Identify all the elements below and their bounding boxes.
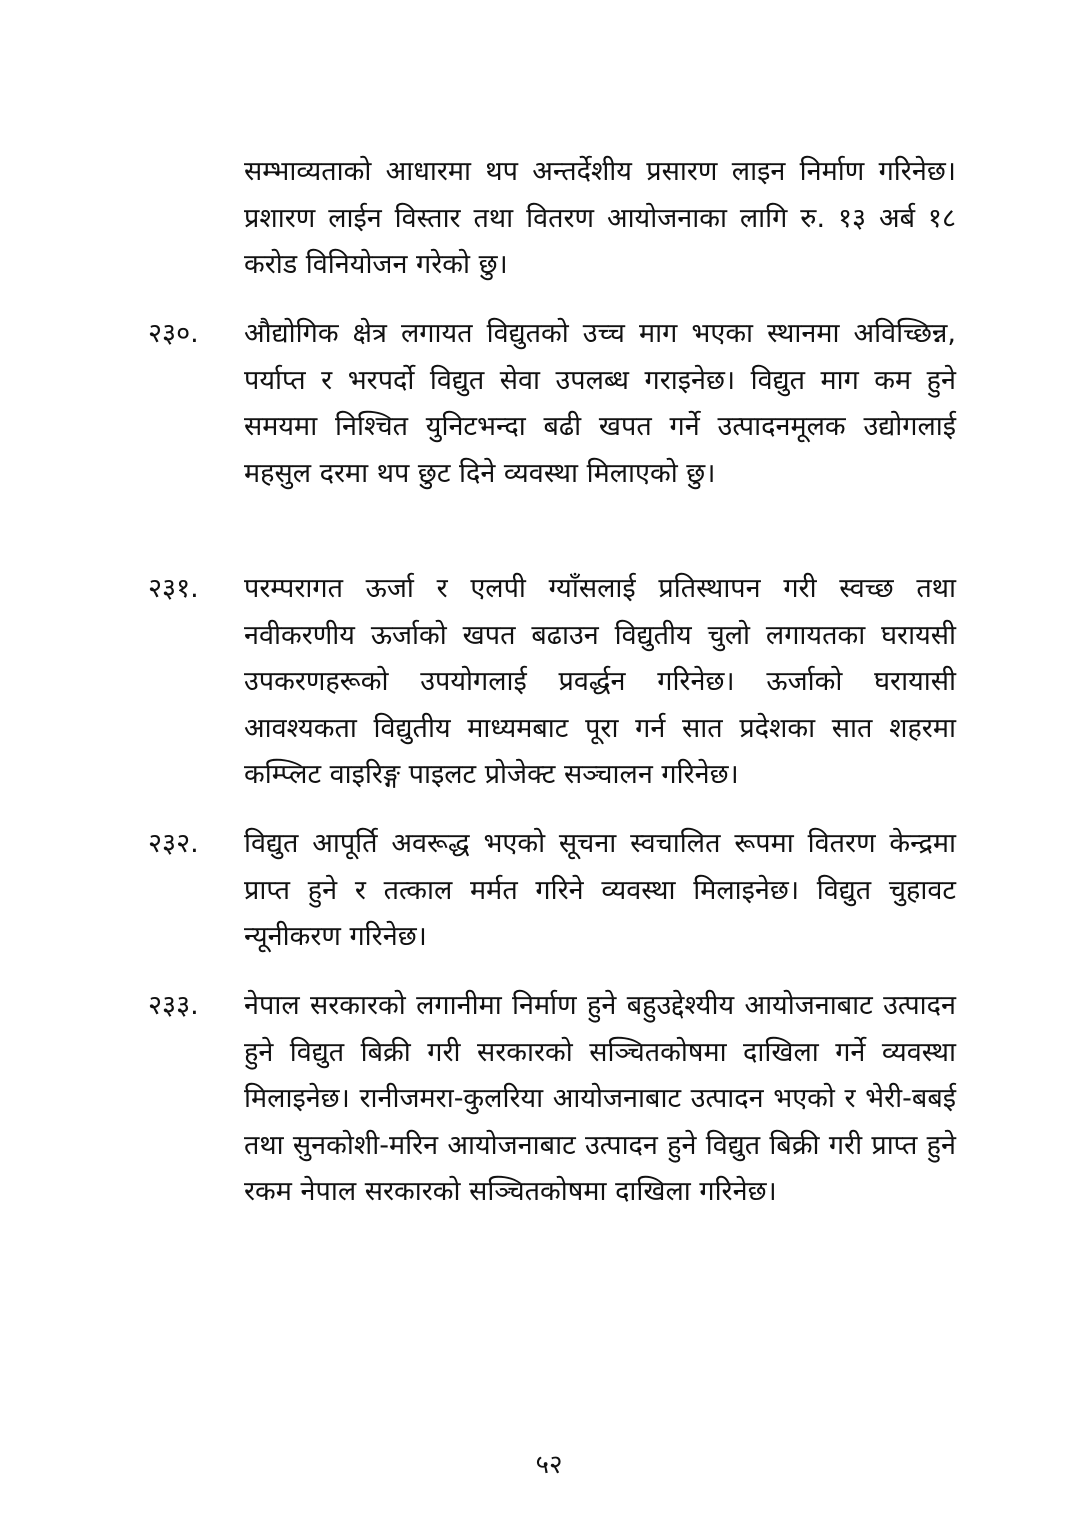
paragraph-number: २३२. — [148, 828, 199, 859]
paragraph-231 — [148, 566, 956, 799]
paragraph-text: औद्योगिक क्षेत्र लगायत विद्युतको उच्च माग भएका स्थानमा अविच्छिन्न, पर्याप्त र भरपर्दो विद्युत सेवा उपलब्ध गराइनेछ। विद्युत माग कम हुने समयमा निश्चित युनिटभन्दा बढी खपत गर्ने उत्पादनमूलक उद्योगलाई महसुल दरमा थप छुट दिने व्यवस्था मिलाएको छु। — [244, 318, 956, 489]
page-number: ५२ — [535, 1450, 563, 1480]
continuation-paragraph — [148, 149, 956, 289]
paragraph-number: २३०. — [148, 318, 199, 349]
paragraph-number: २३३. — [148, 990, 199, 1021]
paragraph-text: सम्भाव्यताको आधारमा थप अन्तर्देशीय प्रसारण लाइन निर्माण गरिनेछ।प्रशारण लाईन विस्तार तथा वितरण आयोजनाका लागि रु. १३ अर्ब १८ करोड विनियोजन गरेको छु। — [244, 156, 956, 280]
paragraph-232 — [148, 821, 956, 961]
paragraph-233 — [148, 983, 956, 1216]
paragraph-text: विद्युत आपूर्ति अवरूद्ध भएको सूचना स्वचालित रूपमा वितरण केन्द्रमा प्राप्त हुने र तत्काल मर्मत गरिने व्यवस्था मिलाइनेछ। विद्युत चुहावट न्यूनीकरण गरिनेछ। — [244, 828, 956, 952]
paragraph-text: परम्परागत ऊर्जा र एलपी ग्याँसलाई प्रतिस्थापन गरी स्वच्छ तथा नवीकरणीय ऊर्जाको खपत बढाउन विद्युतीय चुलो लगायतका घरायसी उपकरणहरूको उपयोगलाई प्रवर्द्धन गरिनेछ। ऊर्जाको घरायासी आवश्यकता विद्युतीय माध्यमबाट पूरा गर्न सात प्रदेशका सात शहरमा कम्प्लिट वाइरिङ्ग पाइलट प्रोजेक्ट सञ्चालन गरिनेछ। — [244, 573, 956, 790]
paragraph-230 — [148, 311, 956, 497]
paragraph-number: २३१. — [148, 573, 199, 604]
paragraph-text: नेपाल सरकारको लगानीमा निर्माण हुने बहुउद्देश्यीय आयोजनाबाट उत्पादन हुने विद्युत बिक्री गरी सरकारको सञ्चितकोषमा दाखिला गर्ने व्यवस्था मिलाइनेछ। रानीजमरा-कुलरिया आयोजनाबाट उत्पादन भएको र भेरी-बबई तथा सुनकोशी-मरिन आयोजनाबाट उत्पादन हुने विद्युत बिक्री गरी प्राप्त हुने रकम नेपाल सरकारको सञ्चितकोषमा दाखिला गरिनेछ। — [244, 990, 956, 1207]
